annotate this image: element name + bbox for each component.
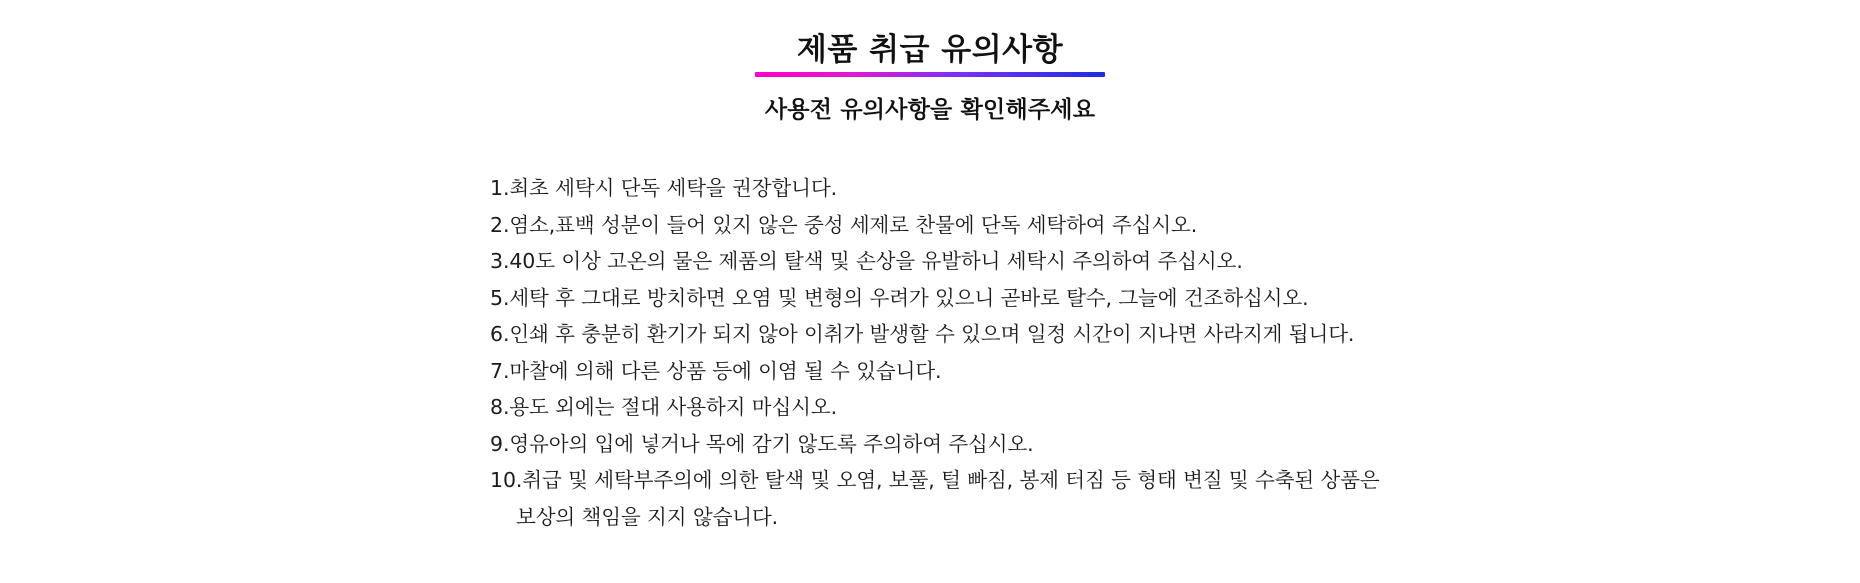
list-item: 1.최초 세탁시 단독 세탁을 권장합니다. [490, 176, 837, 201]
list-item: 9.영유아의 입에 넣거나 목에 감기 않도록 주의하여 주십시오. [490, 431, 1034, 456]
list-item: 10.취급 및 세탁부주의에 의한 탈색 및 오염, 보풀, 털 빠짐, 봉제 터짐 등 형태 변질 및 수축된 상품은 [490, 468, 1380, 493]
page-subtitle: 사용전 유의사항을 확인해주세요 [764, 97, 1096, 124]
list-item: 3.40도 이상 고온의 물은 제품의 탈색 및 손상을 유발하니 세탁시 주의하여 주십시오. [490, 249, 1243, 274]
list-item: 2.염소,표백 성분이 들어 있지 않은 중성 세제로 찬물에 단독 세탁하여 주십시오. [490, 212, 1198, 237]
page-header [0, 0, 1860, 124]
list-item: 5.세탁 후 그대로 방치하면 오염 및 변형의 우려가 있으니 곧바로 탈수, 그늘에 건조하십시오. [490, 285, 1309, 310]
page-title: 제품 취급 유의사항 [796, 32, 1064, 68]
gradient-divider [755, 72, 1105, 77]
list-item: 6.인쇄 후 충분히 환기가 되지 않아 이취가 발생할 수 있으며 일정 시간이 지나면 사라지게 됩니다. [490, 322, 1355, 347]
list-item: 8.용도 외에는 절대 사용하지 마십시오. [490, 395, 837, 420]
notice-list [0, 170, 1860, 535]
list-item-continuation: 보상의 책임을 지지 않습니다. [516, 504, 779, 529]
title-divider-wrap [0, 72, 1860, 77]
list-item: 7.마찰에 의해 다른 상품 등에 이염 될 수 있습니다. [490, 358, 942, 383]
